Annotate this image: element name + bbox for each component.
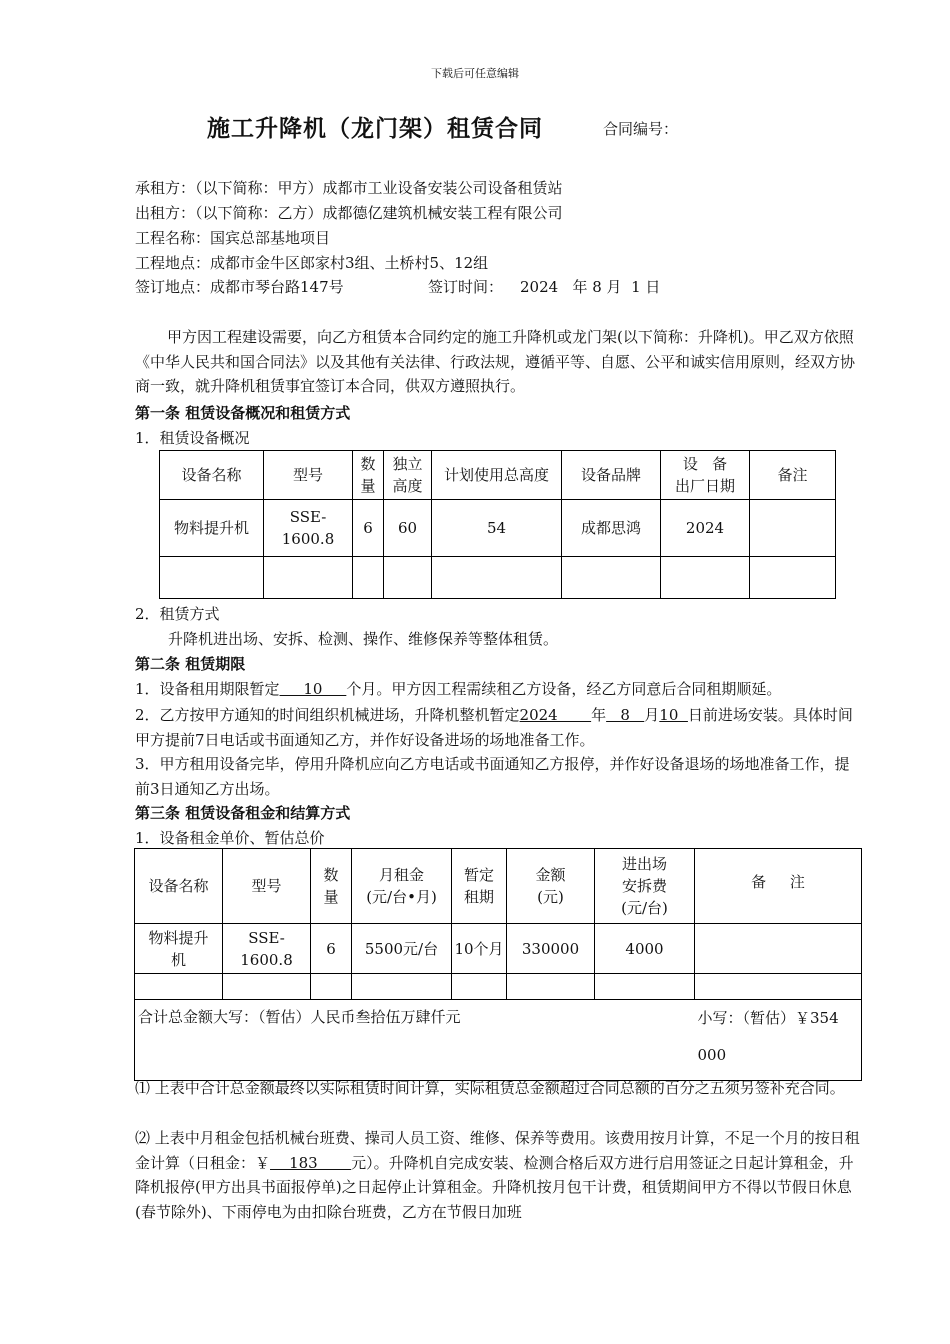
- article2-p1: 1．设备租用期限暂定 10 个月。甲方因工程需续租乙方设备，经乙方同意后合同租期顺延。: [135, 680, 782, 698]
- project-name-line: 工程名称：国宾总部基地项目: [135, 229, 331, 247]
- table-cell: 2024: [661, 500, 750, 557]
- col-header: 设备名称: [135, 849, 223, 924]
- table-cell: 5500元/台: [352, 924, 452, 974]
- col-header: 设备名称: [160, 451, 264, 500]
- sign-time-value: 2024 年 8 月 1 日: [520, 278, 661, 296]
- table-cell: [750, 500, 836, 557]
- col-header: 设 备 出厂日期: [661, 451, 750, 500]
- total-lower: 小写：（暂估）￥354 000: [695, 1000, 862, 1081]
- article2-title: 第二条 租赁期限: [135, 655, 246, 673]
- table-cell: [695, 924, 862, 974]
- table-row: [160, 557, 836, 599]
- table-cell: 10个月: [452, 924, 507, 974]
- table-row: [135, 924, 862, 974]
- table-cell: 6: [353, 500, 384, 557]
- col-header: 计划使用总高度: [432, 451, 562, 500]
- col-header: 备注: [750, 451, 836, 500]
- table-row: [160, 500, 836, 557]
- article2-p2: 2．乙方按甲方通知的时间组织机械进场，升降机整机暂定2024 年 8 月10 日前进场安装。具体时间甲方提前7日电话或书面通知乙方，并作好设备进场的场地准备工作。: [135, 706, 853, 749]
- col-header: 型号: [223, 849, 311, 924]
- col-header: 备 注: [695, 849, 862, 924]
- col-header: 型号: [264, 451, 353, 500]
- total-upper: 合计总金额大写：（暂估）人民币叁拾伍万肆仟元: [135, 1000, 695, 1081]
- table-cell: 330000: [507, 924, 595, 974]
- table-cell: SSE-1600.8: [264, 500, 353, 557]
- article2-p3: 3．甲方租用设备完毕，停用升降机应向乙方电话或书面通知乙方报停，并作好设备退场的场地准备工作，提前3日通知乙方出场。: [135, 755, 850, 798]
- table-cell: 物料提升 机: [135, 924, 223, 974]
- col-header: 月租金 (元/台•月): [352, 849, 452, 924]
- col-header: 进出场 安拆费 (元/台): [595, 849, 695, 924]
- lessor-line: 出租方：（以下简称：乙方）成都德亿建筑机械安装工程有限公司: [135, 204, 563, 222]
- article1-title: 第一条 租赁设备概况和租赁方式: [135, 404, 351, 422]
- note-2: ⑵ 上表中月租金包括机械台班费、操司人员工资、维修、保养等费用。该费用按月计算，不足一个月的按日租金计算（日租金：￥ 183 元）。升降机自完成安装、检测合格后双方进行启用签证之日起计算租金，升降机报停(甲方出具书面报停单)之日起停止计算租金。升降机按月包干计费，租赁期间甲方不得以节假日休息(春节除外)、下雨停电为由扣除台班费，乙方在节假日加班: [135, 1129, 860, 1221]
- sign-place-line: 签订地点：成都市琴台路147号: [135, 278, 344, 296]
- table-cell: 成都思鸿: [562, 500, 661, 557]
- col-header: 设备品牌: [562, 451, 661, 500]
- header-note: 下载后可任意编辑: [431, 67, 519, 80]
- total-row: [135, 1000, 862, 1081]
- table-cell: 60: [384, 500, 432, 557]
- table-cell: 4000: [595, 924, 695, 974]
- col-header: 金额 (元): [507, 849, 595, 924]
- table-cell: 物料提升机: [160, 500, 264, 557]
- article1-sub1: 1．租赁设备概况: [135, 429, 250, 447]
- equipment-overview-table: [159, 450, 836, 599]
- project-site-line: 工程地点：成都市金牛区郎家村3组、土桥村5、12组: [135, 254, 489, 272]
- table-header-row: [160, 451, 836, 500]
- lessee-line: 承租方：（以下简称：甲方）成都市工业设备安装公司设备租赁站: [135, 179, 563, 197]
- table-row: [135, 974, 862, 1000]
- lease-method: 升降机进出场、安拆、检测、操作、维修保养等整体租赁。: [168, 630, 559, 648]
- lease-months-value: 10: [279, 680, 347, 698]
- article1-sub2: 2．租赁方式: [135, 605, 220, 623]
- note-1: ⑴ 上表中合计总金额最终以实际租赁时间计算，实际租赁总金额超过合同总额的百分之五须另签补充合同。: [135, 1079, 845, 1097]
- table-cell: 54: [432, 500, 562, 557]
- col-header: 数 量: [311, 849, 352, 924]
- col-header: 暂定 租期: [452, 849, 507, 924]
- col-header: 数 量: [353, 451, 384, 500]
- table-cell: SSE-1600.8: [223, 924, 311, 974]
- article3-title: 第三条 租赁设备租金和结算方式: [135, 804, 351, 822]
- table-header-row: [135, 849, 862, 924]
- sign-time-label: 签订时间：: [428, 278, 504, 296]
- table-cell: 6: [311, 924, 352, 974]
- article3-sub1: 1．设备租金单价、暂估总价: [135, 829, 325, 847]
- document-title: 施工升降机（龙门架）租赁合同: [207, 115, 543, 142]
- rent-price-table: [134, 848, 862, 1081]
- col-header: 独立 高度: [384, 451, 432, 500]
- daily-rent-value: 183: [270, 1153, 352, 1172]
- intro-paragraph: 甲方因工程建设需要，向乙方租赁本合同约定的施工升降机或龙门架(以下简称：升降机)。甲乙双方依照《中华人民共和国合同法》以及其他有关法律、行政法规，遵循平等、自愿、公平和诚实信用原则，经双方协商一致，就升降机租赁事宜签订本合同，供双方遵照执行。: [135, 328, 856, 395]
- contract-number-label: 合同编号：: [603, 120, 679, 138]
